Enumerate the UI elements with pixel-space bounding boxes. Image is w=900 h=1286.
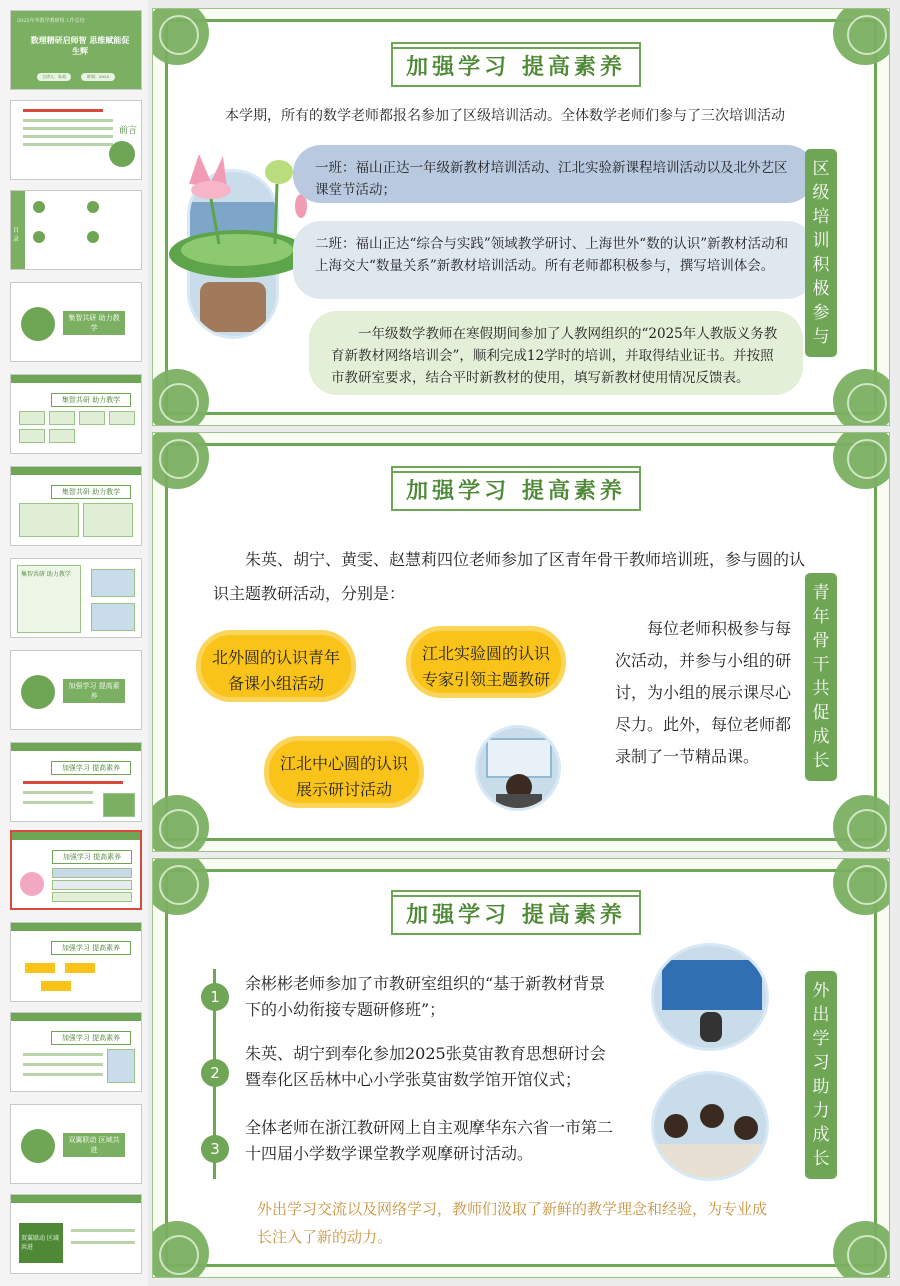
side-tab-district-training: 区 级 培 训 积 极 参 与 — [805, 149, 837, 357]
thumbnail-slide-12[interactable] — [10, 1012, 142, 1092]
summary-note: 外出学习交流以及网络学习，教师们汲取了新鲜的教学理念和经验，为专业成长注入了新的动力。 — [257, 1200, 768, 1246]
thumbnail-slide-7[interactable] — [10, 558, 142, 638]
learning-item: 余彬彬老师参加了市教研室组织的“基于新教材背景下的小幼衔接专题研修班”； — [245, 974, 606, 1019]
thumb-label: 目录 — [13, 227, 20, 243]
thumbnail-slide-1[interactable] — [10, 10, 142, 90]
thumbnail-slide-4[interactable] — [10, 282, 142, 362]
thumbnail-slide-9[interactable] — [10, 742, 142, 822]
thumb-label: 集智共研 助力教学 — [21, 571, 71, 578]
thumb-label: 加强学习 提高素养 — [51, 1031, 131, 1045]
step-number: 3 — [201, 1135, 229, 1163]
activity-cloud: 江北实验圆的认识专家引领主题教研 — [411, 631, 561, 693]
thumbnail-slide-6[interactable] — [10, 466, 142, 546]
thumb-label: 前言 — [119, 126, 138, 136]
slide-heading: 加强学习 提高素养 — [391, 895, 641, 935]
thumbnail-slide-11[interactable] — [10, 922, 142, 1002]
thumb-label: 集智共研 助力教学 — [51, 393, 131, 407]
thumb-label: 双翼联动 区域共进 — [21, 1235, 59, 1251]
side-tab-young-teachers: 青 年 骨 干 共 促 成 长 — [805, 573, 837, 781]
thumb-label: 双翼联动 区域共进 — [68, 1136, 120, 1154]
learning-item: 全体老师在浙江教研网上自主观摩华东六省一市第二十四届小学数学课堂教学观摩研讨活动。 — [245, 1118, 614, 1163]
intro-text: 朱英、胡宁、黄雯、赵慧莉四位老师参加了区青年骨干教师培训班，参与圆的认识主题教研活动，分别是： — [213, 550, 806, 603]
dandelion-icon — [833, 795, 890, 852]
dandelion-icon — [833, 369, 890, 426]
step-number: 2 — [201, 1059, 229, 1087]
slide-training-district — [152, 8, 890, 426]
thumbnail-slide-2[interactable] — [10, 100, 142, 180]
thumb-label: 加强学习 提高素养 — [52, 850, 132, 864]
activity-cloud: 江北中心圆的认识展示研讨活动 — [269, 741, 419, 803]
thumbnail-slide-3[interactable] — [10, 190, 142, 270]
slide-external-learning — [152, 858, 890, 1278]
activity-cloud: 北外圆的认识青年备课小组活动 — [201, 635, 351, 697]
thumb-label: 加强学习 提高素养 — [51, 941, 131, 955]
side-tab-external-learning: 外 出 学 习 助 力 成 长 — [805, 971, 837, 1179]
thumbnail-slide-8[interactable] — [10, 650, 142, 730]
cover-pill: 主讲人：朱英 — [37, 73, 71, 81]
training-class-1: 一班：福山正达一年级新教材培训活动、江北实验新课程培训活动以及北外艺区课堂节活动； — [293, 145, 815, 203]
learning-item: 朱英、胡宁到奉化参加2025张莫宙教育思想研讨会暨奉化区岳林中心小学张莫宙数学馆开馆仪式； — [245, 1044, 606, 1089]
dandelion-icon — [833, 1221, 890, 1278]
seminar-photo — [651, 943, 769, 1051]
slide-young-teachers — [152, 432, 890, 852]
thumbnail-slide-14[interactable] — [10, 1194, 142, 1274]
step-number: 1 — [201, 983, 229, 1011]
training-class-2: 二班：福山正达“综合与实践”领域教学研讨、上海世外“数的认识”新教材活动和上海交大“数量关系”新教材培训活动。所有老师都积极参与，撰写培训体会。 — [293, 221, 815, 299]
cover-title: 数理精研启师智 思维赋能促生辉 — [30, 35, 130, 56]
group-photo — [651, 1071, 769, 1181]
lesson-photo — [475, 725, 561, 811]
thumb-label: 加强学习 提高素养 — [51, 761, 131, 775]
thumbnail-slide-5[interactable] — [10, 374, 142, 454]
slide-heading: 加强学习 提高素养 — [391, 471, 641, 511]
thumbnail-slide-13[interactable] — [10, 1104, 142, 1184]
intro-text: 本学期，所有的数学老师都报名参加了区级培训活动。全体数学老师们参与了三次培训活动 — [225, 108, 785, 124]
activity-summary: 每位老师积极参与每次活动，并参与小组的研讨，为小组的展示课尽心尽力。此外，每位老师都录制了一节精品课。 — [615, 619, 792, 766]
thumb-label: 集智共研 助力教学 — [51, 485, 131, 499]
cover-subtitle: 2025年奉数学教研组工作总结 — [17, 18, 85, 24]
thumb-label: 集智共研 助力教学 — [68, 314, 120, 332]
thumb-label: 加强学习 提高素养 — [68, 682, 120, 700]
training-winter-online: 一年级数学教师在寒假期间参加了人教网组织的“2025年人教版义务教育新教材网络培训会”，顺利完成12学时的培训，并取得结业证书。并按照市教研室要求，结合平时新教材的使用，填写新教材使用情况反馈表。 — [309, 311, 803, 395]
slide-heading: 加强学习 提高素养 — [391, 47, 641, 87]
cover-pill: 时间：2025 — [81, 73, 115, 81]
thumbnail-slide-10-selected[interactable] — [10, 830, 142, 910]
slide-thumbnail-panel — [0, 0, 148, 1286]
